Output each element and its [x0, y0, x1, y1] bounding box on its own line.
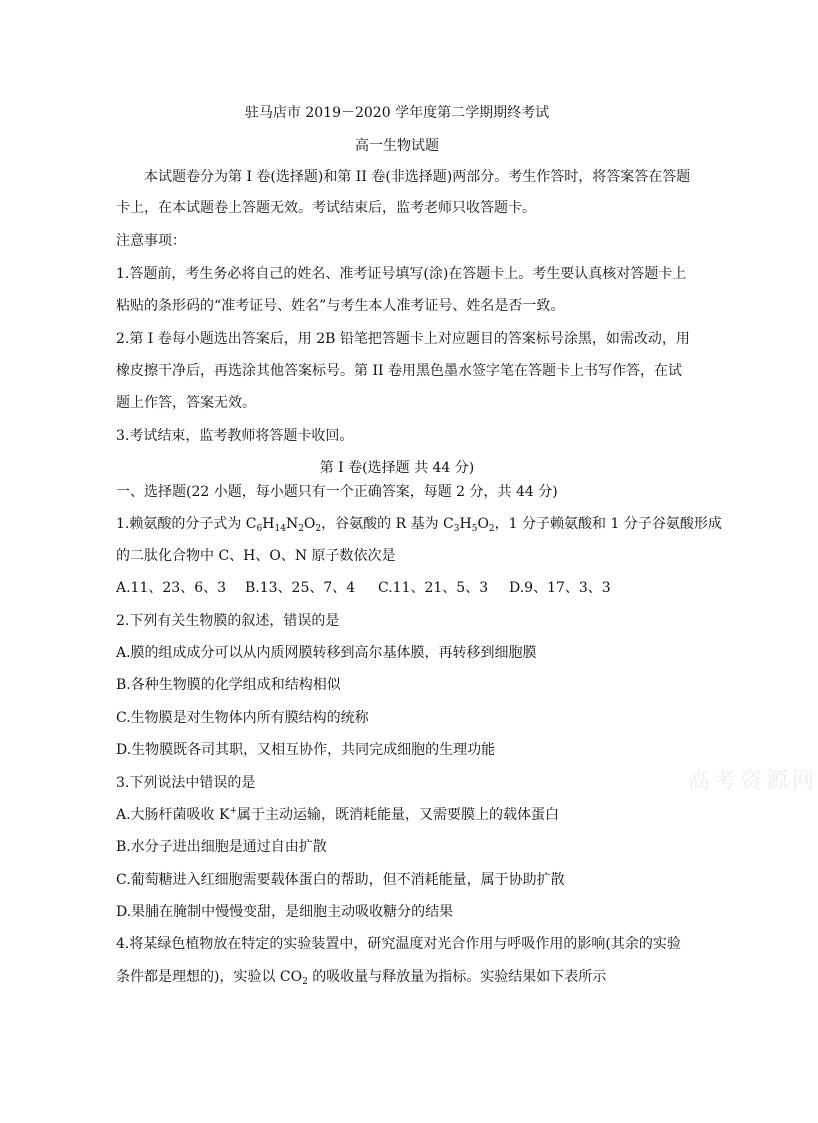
- q3-option-b: B.水分子进出细胞是通过自由扩散: [116, 839, 327, 855]
- notes-heading: 注意事项：: [116, 233, 186, 249]
- intro-line-1: 本试题卷分为第 I 卷(选择题)和第 II 卷(非选择题)两部分。考生作答时，将答案答在答题: [144, 169, 691, 185]
- note-1-line-1: 1.答题前，考生务必将自己的姓名、准考证号填写(涂)在答题卡上。考生要认真核对答题卡上: [116, 266, 687, 282]
- note-2-line-3: 题上作答，答案无效。: [116, 395, 256, 411]
- q1-option-b: B.13、25、7、4: [245, 580, 356, 596]
- note-2-line-1: 2.第 I 卷每小题选出答案后，用 2B 铅笔把答题卡上对应题目的答案标号涂黑，如需改动，用: [116, 331, 690, 347]
- q3-stem: 3.下列说法中错误的是: [116, 775, 256, 791]
- q3-option-d: D.果脯在腌制中慢慢变甜，是细胞主动吸收糖分的结果: [116, 904, 454, 920]
- q2-option-b: B.各种生物膜的化学组成和结构相似: [116, 677, 341, 693]
- q1-option-a: A.11、23、6、3: [116, 580, 227, 596]
- q4-stem-line-1: 4.将某绿色植物放在特定的实验装置中，研究温度对光合作用与呼吸作用的影响(其余的实验: [116, 936, 681, 952]
- q2-stem: 2.下列有关生物膜的叙述，错误的是: [116, 613, 340, 629]
- section-title: 第 I 卷(选择题 共 44 分): [319, 460, 475, 476]
- watermark: 高考资源网: [688, 769, 818, 794]
- q3-option-c: C.葡萄糖进入红细胞需要载体蛋白的帮助，但不消耗能量，属于协助扩散: [116, 872, 565, 888]
- exam-subtitle: 高一生物试题: [355, 138, 439, 154]
- note-2-line-2: 橡皮擦干净后，再选涂其他答案标号。第 II 卷用黑色墨水签字笔在答题卡上书写作答，在试: [116, 363, 682, 379]
- q1-option-c: C.11、21、5、3: [378, 580, 489, 596]
- q1-stem-line-2: 的二肽化合物中 C、H、O、N 原子数依次是: [116, 548, 396, 564]
- q2-option-c: C.生物膜是对生物体内所有膜结构的统称: [116, 710, 369, 726]
- note-3: 3.考试结束，监考教师将答题卡收回。: [116, 428, 354, 444]
- part-heading: 一、选择题(22 小题，每小题只有一个正确答案，每题 2 分，共 44 分): [116, 484, 558, 500]
- intro-line-2: 卡上，在本试题卷上答题无效。考试结束后，监考老师只收答题卡。: [116, 200, 536, 216]
- q1-options: [116, 579, 706, 597]
- q4-stem-line-2: 条件都是理想的)，实验以 $CO_2$ 的吸收量与释放量为指标。实验结果如下表所示: [116, 969, 607, 987]
- note-1-line-2: 粘贴的条形码的“准考证号、姓名”与考生本人准考证号、姓名是否一致。: [116, 298, 565, 314]
- q1-option-d: D.9、17、3、3: [509, 580, 611, 596]
- exam-title: 驻马店市 2019－2020 学年度第二学期期终考试: [244, 105, 550, 121]
- q2-option-a: A.膜的组成成分可以从内质网膜转移到高尔基体膜，再转移到细胞膜: [116, 645, 537, 661]
- q2-option-d: D.生物膜既各司其职，又相互协作，共同完成细胞的生理功能: [116, 742, 496, 758]
- q1-stem-line-1: 1.赖氨酸的分子式为 $C_6H_{14}N_2O_2$，谷氨酸的 R 基为 $C_3H_5O_2$，1 分子赖氨酸和 1 分子谷氨酸形成: [116, 516, 722, 534]
- q3-option-a: A.大肠杆菌吸收 K+属于主动运输，既消耗能量，又需要膜上的载体蛋白: [116, 806, 560, 823]
